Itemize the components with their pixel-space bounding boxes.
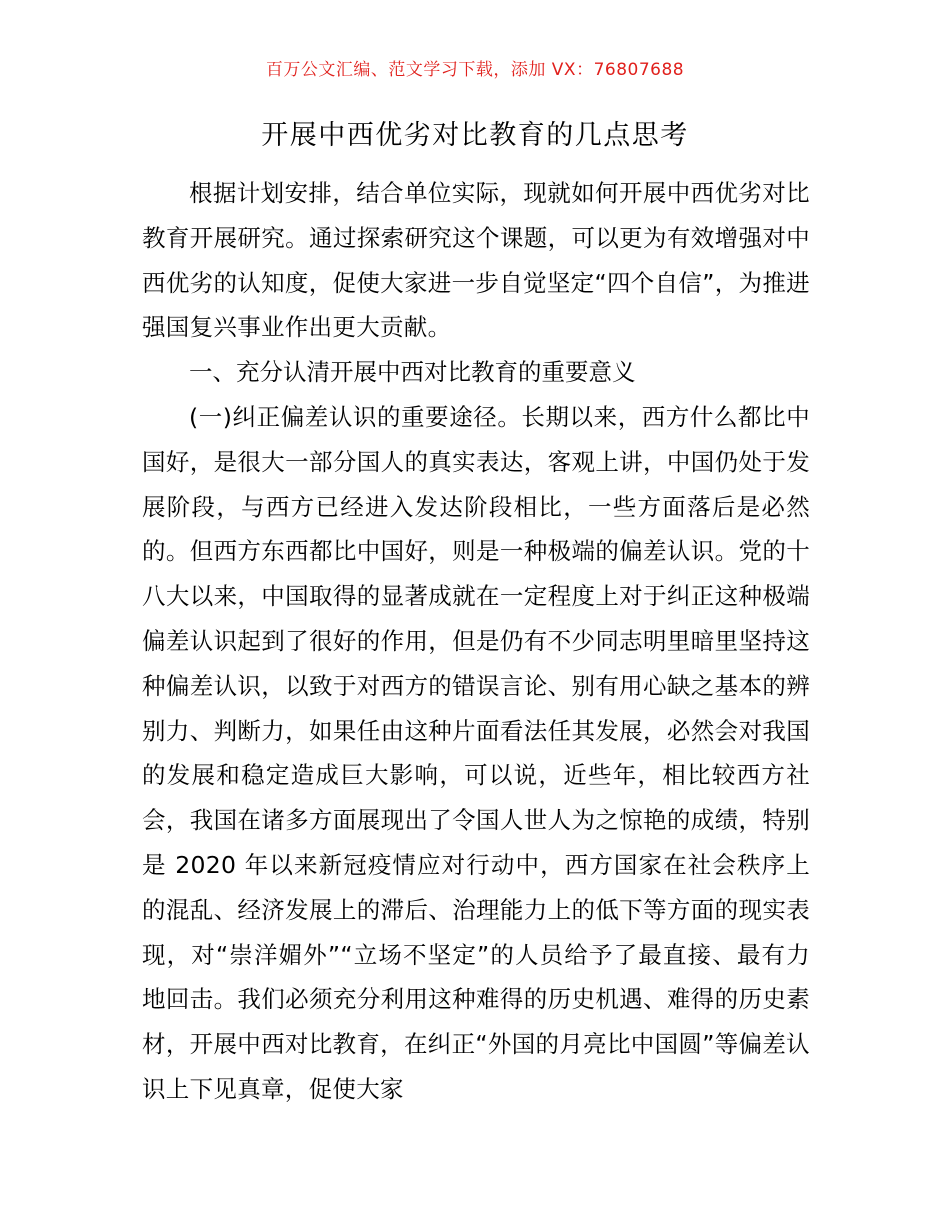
header-watermark-note: 百万公文汇编、范文学习下载，添加 VX：76807688 bbox=[265, 60, 685, 80]
document-title: 开展中西优劣对比教育的几点思考 bbox=[261, 120, 689, 151]
subsection-paragraph: (一)纠正偏差认识的重要途径。长期以来，西方什么都比中国好，是很大一部分国人的真实表达，客观上讲，中国仍处于发展阶段，与西方已经进入发达阶段相比，一些方面落后是必然的。但西方东西都比中国好，则是一种极端的偏差认识。党的十八大以来，中国取得的显著成就在一定程度上对于纠正这种极端偏差认识起到了很好的作用，但是仍有不少同志明里暗里坚持这种偏差认识，以致于对西方的错误言论、别有用心缺之基本的辨别力、判断力，如果任由这种片面看法任其发展，必然会对我国的发展和稳定造成巨大影响，可以说，近些年，相比较西方社会，我国在诸多方面展现出了令国人世人为之惊艳的成绩，特别是 2020 年以来新冠疫情应对行动中，西方国家在社会秩序上的混乱、经济发展上的滞后、治理能力上的低下等方面的现实表现，对“崇洋媚外”“立场不坚定”的人员给予了最直接、最有力地回击。我们必须充分利用这种难得的历史机遇、难得的历史素材，开展中西对比教育，在纠正“外国的月亮比中国圆”等偏差认识上下见真章，促使大家 bbox=[142, 402, 810, 1103]
intro-paragraph: 根据计划安排，结合单位实际，现就如何开展中西优劣对比教育开展研究。通过探索研究这个课题，可以更为有效增强对中西优劣的认知度，促使大家进一步自觉坚定“四个自信”，为推进强国复兴事业作出更大贡献。 bbox=[142, 179, 810, 342]
document-body bbox=[142, 171, 810, 1112]
section-heading: 一、充分认清开展中西对比教育的重要意义 bbox=[189, 358, 636, 387]
